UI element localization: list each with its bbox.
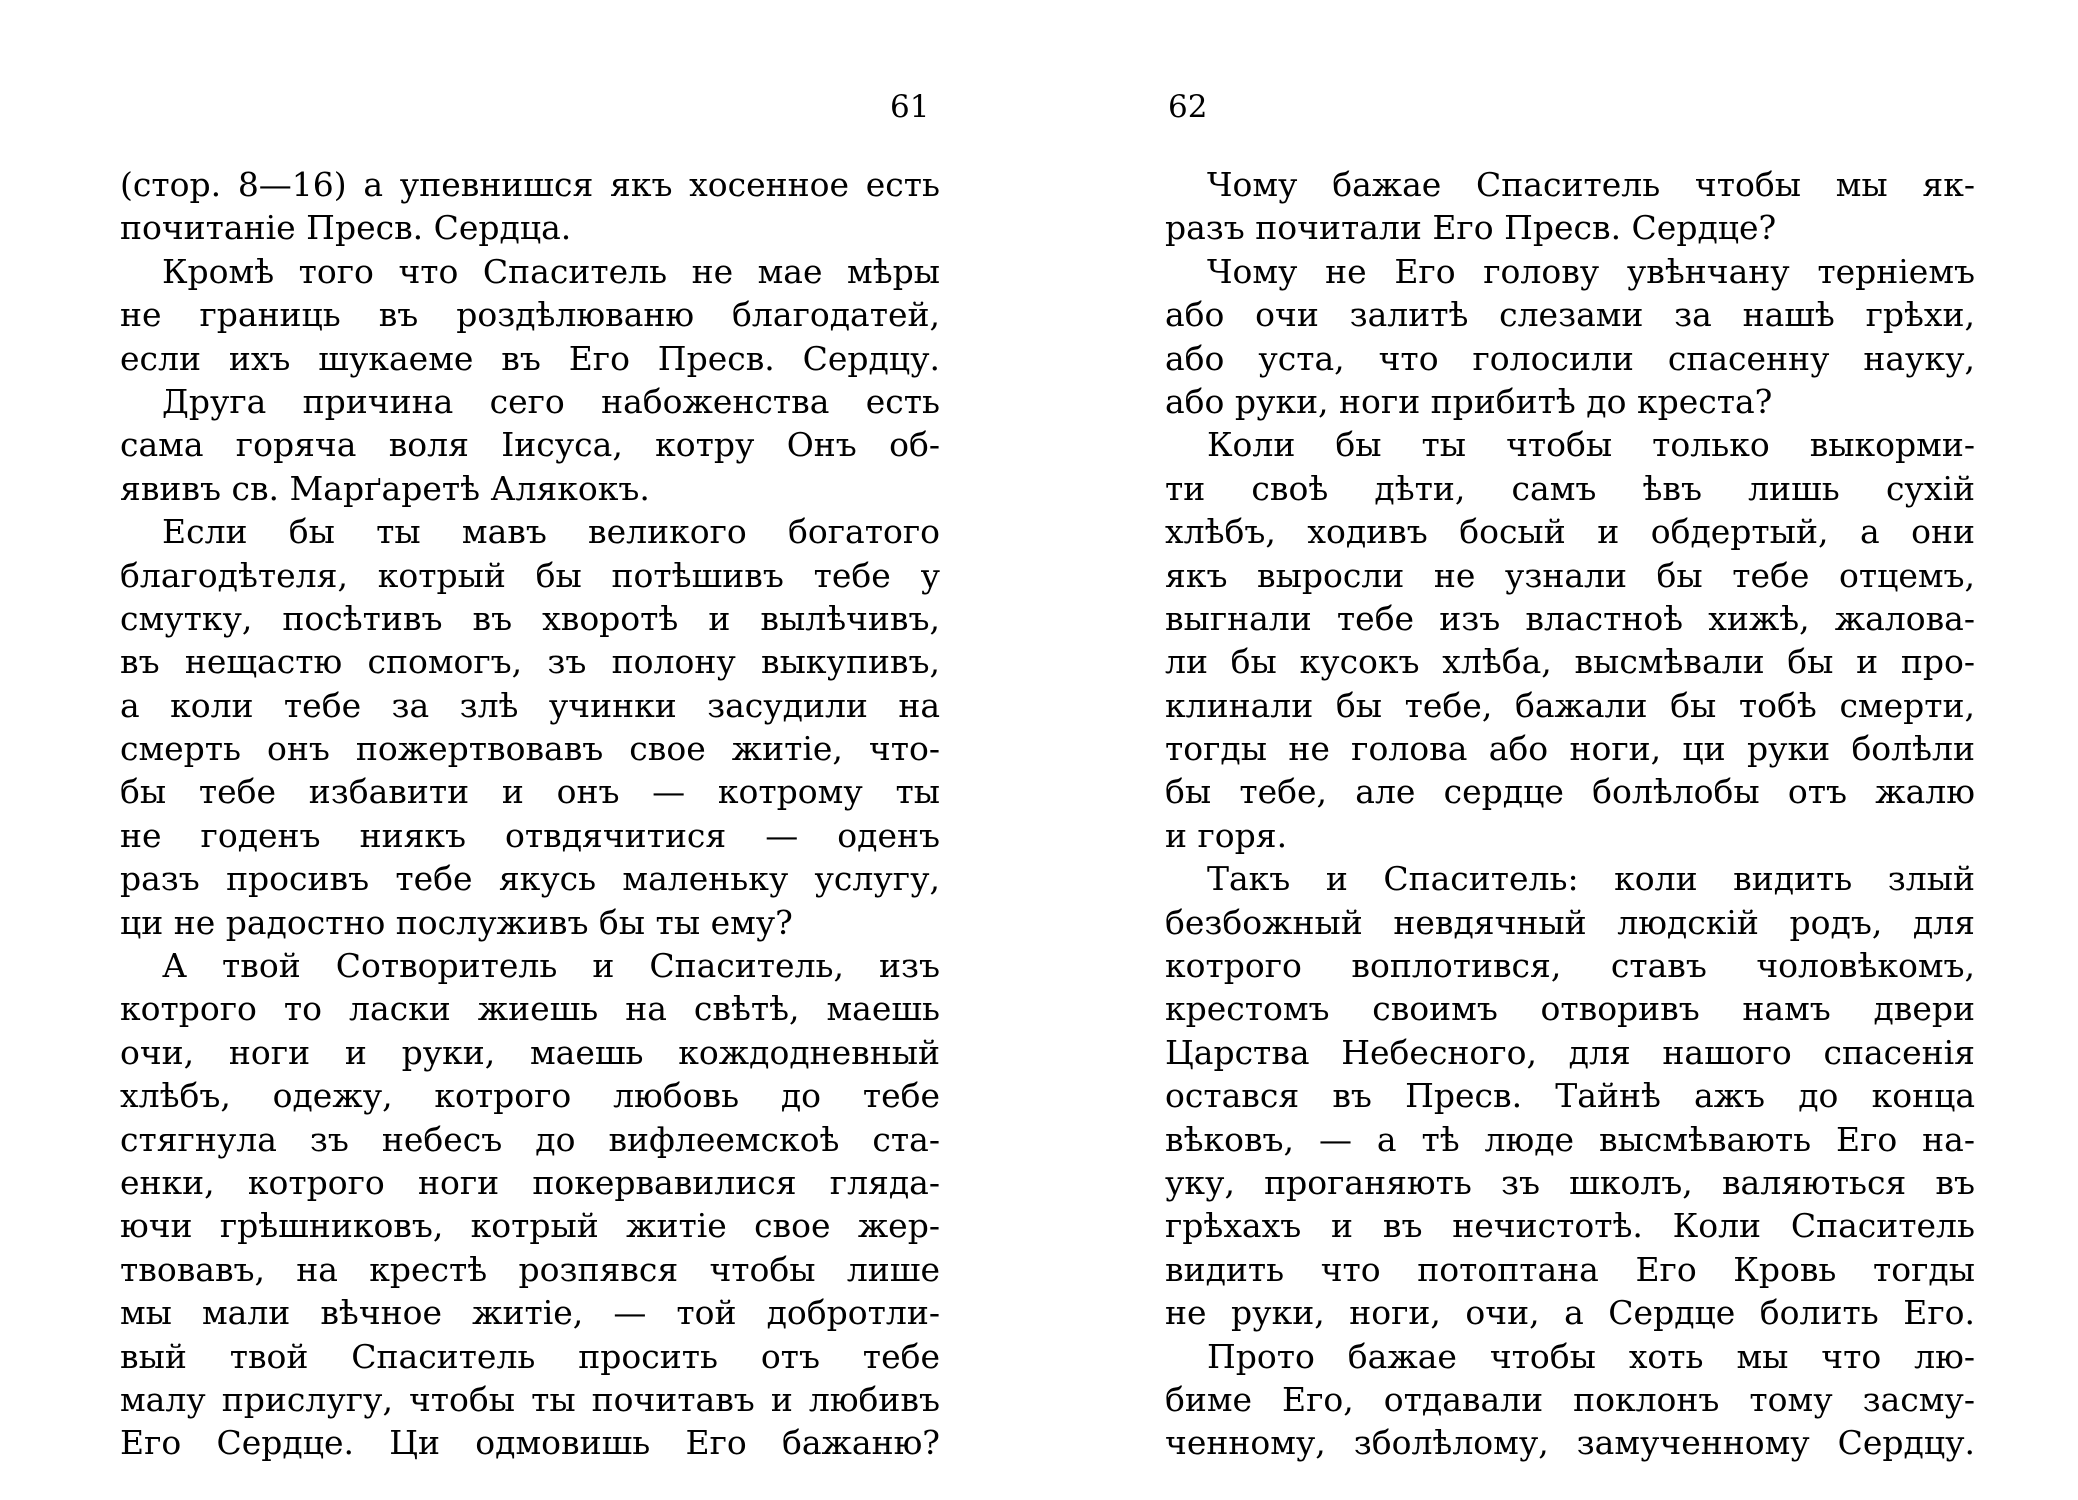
text-line: твовавъ, на крестѣ розпявся чтобы лише xyxy=(120,1249,940,1289)
text-line: благодѣтеля, котрый бы потѣшивъ тебе у xyxy=(120,555,940,595)
page-number: 62 xyxy=(1168,89,1208,125)
text-line: бы тебе избавити и онъ — котрому ты xyxy=(120,772,940,812)
text-line: малу прислугу, чтобы ты почитавъ и любивъ xyxy=(120,1379,940,1419)
text-line: если ихъ шукаеме въ Его Пресв. Сердцу. xyxy=(120,338,940,378)
text-line: А твой Сотворитель и Спаситель, изъ xyxy=(162,946,940,986)
text-line: Прото бажае чтобы хоть мы что лю- xyxy=(1207,1336,1975,1376)
text-line: остався въ Пресв. Тайнѣ ажъ до конца xyxy=(1165,1076,1975,1116)
text-line: Его Сердце. Ци одмовишь Его бажаню? xyxy=(120,1423,940,1463)
text-line: смутку, посѣтивъ въ хворотѣ и вылѣчивъ, xyxy=(120,598,940,638)
text-line: не годенъ ниякъ отвдячитися — оденъ xyxy=(120,815,940,855)
text-line: ючи грѣшниковъ, котрый житiе свое жер- xyxy=(120,1206,940,1246)
text-line: Царства Небесного, для нашого спасенiя xyxy=(1165,1032,1975,1072)
text-line: грѣхахъ и въ нечистотѣ. Коли Спаситель xyxy=(1165,1206,1975,1246)
text-line: не границь въ роздѣлюваню благодатей, xyxy=(120,295,940,335)
text-line: уку, проганяють зъ школъ, валяються въ xyxy=(1165,1162,1975,1202)
text-line: видить что потоптана Его Кровь тогды xyxy=(1165,1249,1975,1289)
text-line: смерть онъ пожертвовавъ свое житiе, что- xyxy=(120,729,940,769)
text-line: Такъ и Спаситель: коли видить злый xyxy=(1207,859,1975,899)
text-line: очи, ноги и руки, маешь кождодневный xyxy=(120,1032,940,1072)
page-text xyxy=(120,163,940,1465)
page-number: 61 xyxy=(890,89,930,125)
text-line: крестомъ своимъ отворивъ намъ двери xyxy=(1165,989,1975,1029)
text-line: хлѣбъ, ходивъ босый и обдертый, а они xyxy=(1165,512,1975,552)
text-line: Кромѣ того что Спаситель не мае мѣры xyxy=(162,251,940,291)
text-line: (стор. 8—16) а упевнишся якъ хосенное есть xyxy=(120,165,940,204)
left-page xyxy=(120,0,940,1500)
text-line: разъ просивъ тебе якусь маленьку услугу, xyxy=(120,859,940,899)
text-line: Чому не Его голову увѣнчану тернiемъ xyxy=(1207,251,1975,291)
text-line: почитанiе Пресв. Сердца. xyxy=(120,208,572,248)
text-line: або руки, ноги прибитѣ до креста? xyxy=(1165,381,1773,421)
text-line: ли бы кусокъ хлѣба, высмѣвали бы и про- xyxy=(1165,642,1975,682)
text-line: Если бы ты мавъ великого богатого xyxy=(162,512,940,552)
text-line: хлѣбъ, одежу, котрого любовь до тебе xyxy=(120,1076,940,1116)
text-line: въ нещастю спомогъ, зъ полону выкупивъ, xyxy=(120,642,940,682)
text-line: вѣковъ, — а тѣ люде высмѣвають Его на- xyxy=(1165,1119,1975,1159)
text-line: енки, котрого ноги покервавилися гляда- xyxy=(120,1162,940,1202)
text-line: Чому бажае Спаситель чтобы мы як- xyxy=(1207,165,1975,204)
text-line: або уста, что голосили спасенну науку, xyxy=(1165,338,1975,378)
text-line: вый твой Спаситель просить отъ тебе xyxy=(120,1336,940,1376)
text-line: сама горяча воля Iисуса, котру Онъ об- xyxy=(120,425,940,465)
text-line: ти своѣ дѣти, самъ ѣвъ лишь сухiй xyxy=(1165,468,1975,508)
page-text xyxy=(1165,163,1975,1465)
text-line: безбожный невдячный людскiй родъ, для xyxy=(1165,902,1975,942)
text-line: и горя. xyxy=(1165,815,1288,855)
text-line: Коли бы ты чтобы только выкорми- xyxy=(1207,425,1975,465)
text-line: стягнула зъ небесъ до вифлеемскоѣ ста- xyxy=(120,1119,940,1159)
text-line: Друга причина сего набоженства есть xyxy=(162,381,940,421)
text-line: выгнали тебе изъ властноѣ хижѣ, жалова- xyxy=(1165,598,1975,638)
text-line: не руки, ноги, очи, а Сердце болить Его. xyxy=(1165,1293,1975,1333)
text-line: мы мали вѣчное житiе, — той добротли- xyxy=(120,1293,940,1333)
text-line: тогды не голова або ноги, ци руки болѣли xyxy=(1165,729,1975,769)
text-line: котрого то ласки жиешь на свѣтѣ, маешь xyxy=(120,989,940,1029)
text-line: бы тебе, але сердце болѣлобы отъ жалю xyxy=(1165,772,1975,812)
right-page xyxy=(1165,0,1975,1500)
text-line: а коли тебе за злѣ учинки засудили на xyxy=(120,685,940,725)
text-line: або очи залитѣ слезами за нашѣ грѣхи, xyxy=(1165,295,1975,335)
text-line: биме Его, отдавали поклонъ тому засму- xyxy=(1165,1379,1975,1419)
text-line: ченному, зболѣлому, замученному Сердцу. xyxy=(1165,1423,1975,1463)
text-line: клинали бы тебе, бажали бы тобѣ смерти, xyxy=(1165,685,1975,725)
text-line: разъ почитали Его Пресв. Сердце? xyxy=(1165,208,1777,248)
text-line: ци не радостно послуживъ бы ты ему? xyxy=(120,902,793,942)
text-line: явивъ св. Марґаретѣ Алякокъ. xyxy=(120,468,650,508)
text-line: котрого воплотився, ставъ чоловѣкомъ, xyxy=(1165,946,1975,986)
text-line: якъ выросли не узнали бы тебе отцемъ, xyxy=(1165,555,1975,595)
